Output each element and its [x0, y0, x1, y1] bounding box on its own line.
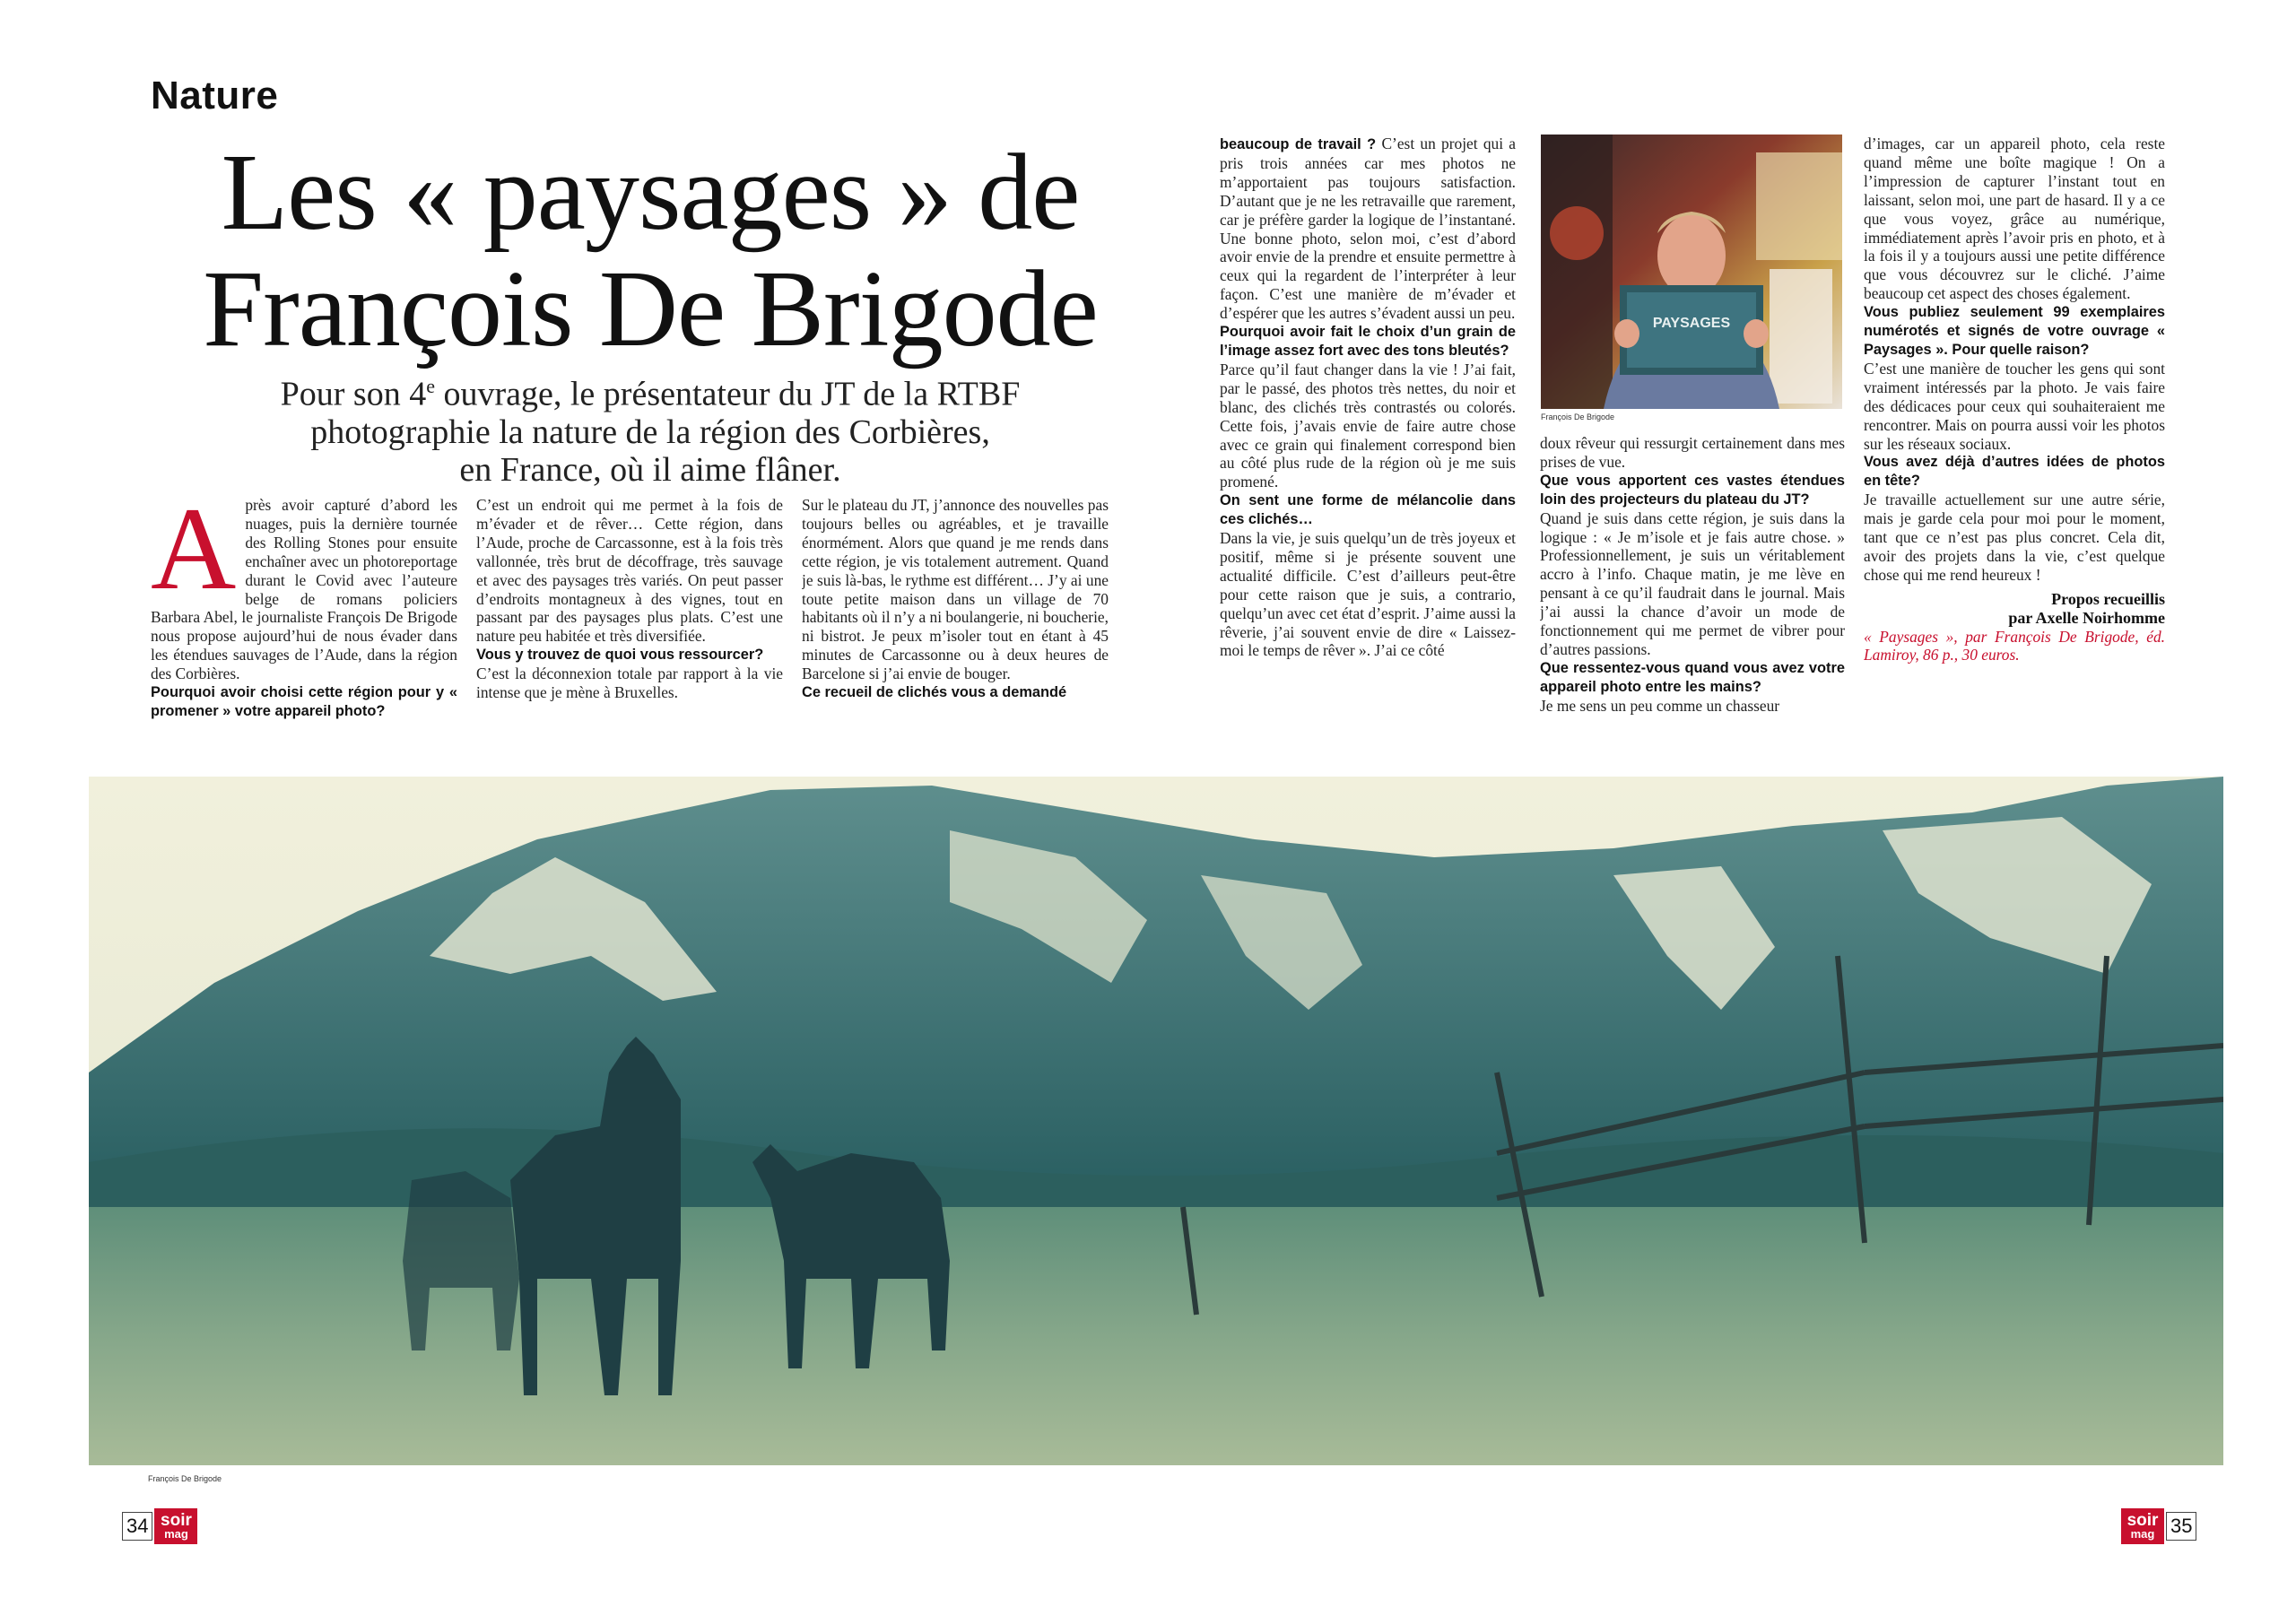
question-2: Vous y trouvez de quoi vous ressourcer? [476, 647, 764, 664]
question-4: Pourquoi avoir fait le choix d’un grain de l’image assez fort avec des tons bleutés? [1220, 324, 1516, 359]
article-column-5 [1540, 434, 1845, 754]
landscape-credit: François De Brigode [148, 1474, 222, 1483]
question-7: Que ressentez-vous quand vous avez votre appareil photo entre les mains? [1540, 659, 1845, 695]
standfirst-line-1: Pour son 4e ouvrage, le présentateur du JT de la RTBF [280, 375, 1021, 413]
page-number-left: 34 [122, 1512, 152, 1541]
footer-right [2119, 1507, 2196, 1546]
answer-2-end: Sur le plateau du JT, j’annonce des nouvelles pas toujours belles ou agréables, et je travaille énormément. Alors que quand je me rends dans cette région, je vis totalement autrement. Quand je suis là-bas, le rythme est différent… J’y ai une toute petite maison dans un village de 70 habitants où il n’y a ni boulangerie, ni boucherie, ni bistrot. Je peux m’isoler tout en étant à 45 minutes de Carcassonne ou à deux heures de Barcelone si j’ai envie de bouger. [802, 496, 1109, 683]
drop-cap: A [151, 496, 237, 614]
standfirst-line-3: en France, où il aime flâner. [459, 450, 841, 489]
answer-7-end: d’images, car un appareil photo, cela reste quand même une boîte magique ! On a l’impression de capturer l’instant tout en laissant, selon moi, une part de hasard. Il y a ce que vous voyez, grâce au numérique, immédiatement après l’avoir pris en photo, et à la fois il y a toujours aussi une petite différence que vous découvrez sur le cliché. J’aime beaucoup cet aspect des choses également. [1864, 135, 2165, 303]
article-column-1 [151, 496, 457, 754]
question-6: Que vous apportent ces vastes étendues loin des projecteurs du plateau du JT? [1540, 472, 1845, 508]
question-1: Pourquoi avoir choisi cette région pour y « promener » votre appareil photo? [151, 684, 457, 719]
article-column-2 [476, 496, 783, 754]
answer-2-start: C’est la déconnexion totale par rapport à la vie intense que je mène à Bruxelles. [476, 664, 783, 702]
answer-9: Je travaille actuellement sur une autre série, mais je garde cela pour moi pour le moment, tant que ce n’est pas plus concret. Cela dit, avoir des projets dans la vie, c’est quelque chose qui me rend heureux ! [1864, 491, 2165, 584]
answer-4: Parce qu’il faut changer dans la vie ! J’ai fait, par le passé, des photos très nettes, du noir et blanc, des clichés très contrastés ou colorés. Cette fois, j’avais envie de faire autre chose avec ce grain qui finalement correspond bien au côté plus rude de la région où je me suis promené. [1220, 360, 1516, 491]
book-title-text: PAYSAGES [1652, 316, 1731, 331]
intro-paragraph: près avoir capturé d’abord les nuages, puis la dernière tournée des Rolling Stones pour ensuite enchaîner avec un photoreportage durant le Covid avec l’auteure belge de romans policiers Barbara Abel, le journaliste François De Brigode nous propose aujourd’hui de nous évader dans les étendues sauvages de l’Aude, dans la région des Corbières. [151, 496, 457, 683]
standfirst [144, 368, 1157, 489]
article-column-6 [1864, 135, 2165, 754]
portrait-credit: François De Brigode [1541, 413, 1615, 421]
answer-5-end: doux rêveur qui ressurgit certainement dans mes prises de vue. [1540, 434, 1845, 471]
answer-7-start: Je me sens un peu comme un chasseur [1540, 696, 1780, 715]
page-number-right: 35 [2166, 1512, 2196, 1541]
soirmag-logo-right [2119, 1507, 2166, 1546]
question-8: Vous publiez seulement 99 exemplaires numérotés et signés de votre ouvrage « Paysages ». Pour quelle raison? [1864, 304, 2165, 358]
book-reference: « Paysages », par François De Brigode, éd. Lamiroy, 86 p., 30 euros. [1864, 627, 2165, 664]
answer-1: C’est un endroit qui me permet à la fois de m’évader et de rêver… Cette région, dans l’Aude, proche de Carcassonne, est à la fois très vallonnée, très brut de décoffrage, très sauvage et avec des paysages très variés. On peut passer d’endroits montagneux à des vignes, tout en passant par des paysages plus plats. C’est une nature peu habitée et très diversifiée. [476, 496, 783, 646]
soirmag-logo-left [152, 1507, 199, 1546]
portrait-illustration [1541, 135, 1842, 409]
logo-word-mag: mag [164, 1527, 188, 1541]
landscape-photo [89, 777, 2223, 1465]
headline-line-2: François De Brigode [203, 248, 1098, 369]
byline [1864, 590, 2165, 628]
portrait-photo [1541, 135, 1842, 409]
byline-line-1: Propos recueillis [2051, 589, 2165, 608]
article-column-3 [802, 496, 1109, 754]
answer-8: C’est une manière de toucher les gens qui sont vraiment intéressés par la photo. Je vais faire des dédicaces pour ceux qui souhaiteraient me rencontrer. Mais on pourra aussi voir les photos sur les réseaux sociaux. [1864, 359, 2165, 453]
headline [144, 132, 1157, 369]
rubric-label: Nature [151, 74, 279, 117]
footer-left [122, 1507, 199, 1546]
byline-line-2: par Axelle Noirhomme [2008, 608, 2165, 627]
landscape-illustration [89, 777, 2223, 1465]
logo-word-soir: soir [161, 1511, 192, 1530]
article-column-4 [1220, 135, 1516, 754]
answer-5-start: Dans la vie, je suis quelqu’un de très joyeux et positif, même si je présente souvent une actualité difficile. C’est d’ailleurs peut-être pour cette raison que je suis, a contrario, quelqu’un avec cet état d’esprit. J’aime aussi la rêverie, j’ai souvent envie de dire « Laissez-moi le temps de rêver ». J’ai ce côté [1220, 529, 1516, 660]
answer-3: C’est un projet qui a pris trois années car mes photos ne m’apportaient pas toujours satisfaction. D’autant que je ne les retravaille que rarement, car je préfère garder la logique de l’instantané. Une bonne photo, selon moi, c’est d’abord avoir envie de la prendre et ensuite permettre à ceux qui la regardent de l’interpréter à leur façon. C’est une manière de m’évader et d’espérer que les autres s’évadent aussi un peu. [1220, 135, 1516, 323]
question-3-end: beaucoup de travail ? [1220, 136, 1377, 152]
standfirst-line-2: photographie la nature de la région des Corbières, [310, 413, 990, 451]
question-9: Vous avez déjà d’autres idées de photos en tête? [1864, 454, 2165, 490]
question-3-start: Ce recueil de clichés vous a demandé [802, 684, 1067, 701]
question-5: On sent une forme de mélancolie dans ces clichés… [1220, 492, 1516, 528]
logo-word-soir: soir [2126, 1511, 2159, 1530]
logo-word-mag: mag [2130, 1527, 2155, 1541]
headline-line-1: Les « paysages » de [221, 132, 1080, 253]
answer-6: Quand je suis dans cette région, je suis dans la logique : « Je m’isole et je fais autre chose. » Professionnellement, je suis un véritablement accro à l’info. Chaque matin, je me lève en pensant à ce qu’il faudrait dans le journal. Mais j’ai aussi la chance d’avoir un mode de fonctionnement qui me permet de vibrer pour d’autres passions. [1540, 508, 1845, 658]
